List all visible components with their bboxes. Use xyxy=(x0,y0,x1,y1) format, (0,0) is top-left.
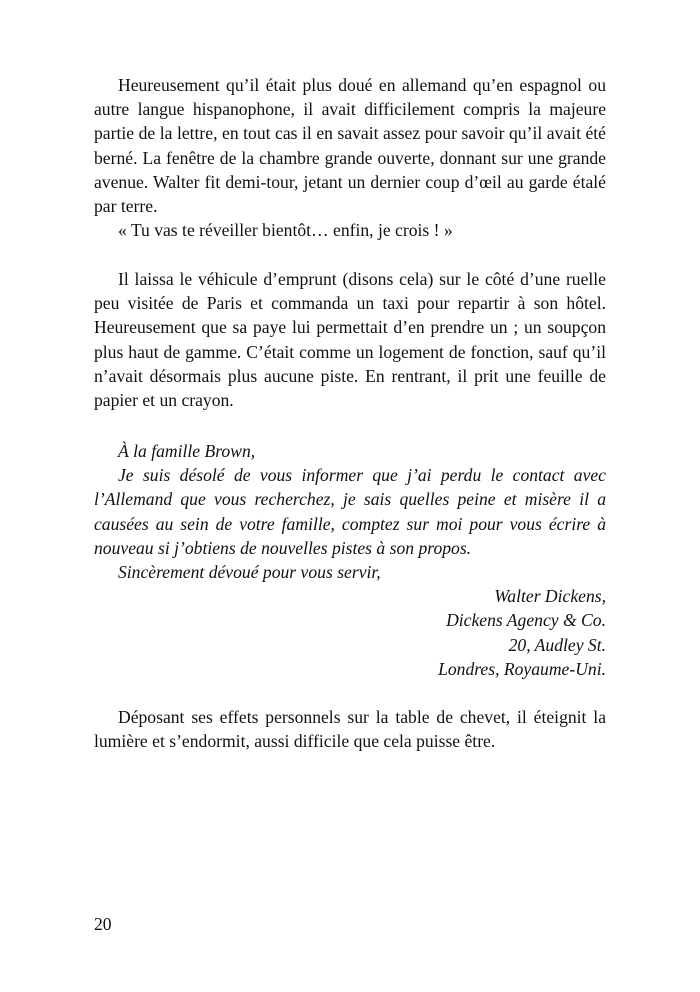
paragraph-3: Déposant ses effets personnels sur la table de chevet, il éteignit la lumière et s’endormit, aussi difficile que cela puisse être. xyxy=(94,707,606,752)
dialogue-quote: « Tu vas te réveiller bientôt… enfin, je crois ! » xyxy=(118,220,453,241)
letter-greeting: À la famille Brown, xyxy=(118,441,256,461)
paragraph-block-3 xyxy=(94,705,606,753)
paragraph-block-1 xyxy=(94,73,606,242)
letter xyxy=(94,439,606,681)
page-number: 20 xyxy=(94,914,112,934)
letter-closing: Sincèrement dévoué pour vous servir, xyxy=(118,562,381,583)
signature-name: Walter Dickens, xyxy=(494,586,606,607)
signature-street: 20, Audley St. xyxy=(508,634,606,655)
signature-agency: Dickens Agency & Co. xyxy=(446,610,606,631)
paragraph-2: Il laissa le véhicule d’emprunt (disons cela) sur le côté d’une ruelle peu visitée de Paris et commanda un taxi pour repartir à son hôtel. Heureusement que sa paye lui permettait d’en prendre un ; un soupçon plus haut de gamme. C’était comme un logement de fonction, sauf qu’il n’avait désormais plus aucune piste. En rentrant, il prit une feuille de papier et un crayon. xyxy=(94,269,606,411)
paragraph-1: Heureusement qu’il était plus doué en allemand qu’en espagnol ou autre langue hispanophone, il avait difficilement compris la majeure partie de la lettre, en tout cas il en savait assez pour savoir qu’il avait été berné. La fenêtre de la chambre grande ouverte, donnant sur une grande avenue. Walter fit demi-tour, jetant un dernier coup d’œil au garde étalé par terre. xyxy=(94,75,606,217)
letter-body: Je suis désolé de vous informer que j’ai perdu le contact avec l’Allemand que vous recherchez, je sais quelles peine et misère il a causées au sein de votre famille, comptez sur moi pour vous écrire à nouveau si j’obtiens de nouvelles pistes à son propos. xyxy=(94,465,606,558)
paragraph-block-2 xyxy=(94,267,606,412)
letter-signature xyxy=(94,584,606,681)
signature-city: Londres, Royaume-Uni. xyxy=(438,658,606,679)
